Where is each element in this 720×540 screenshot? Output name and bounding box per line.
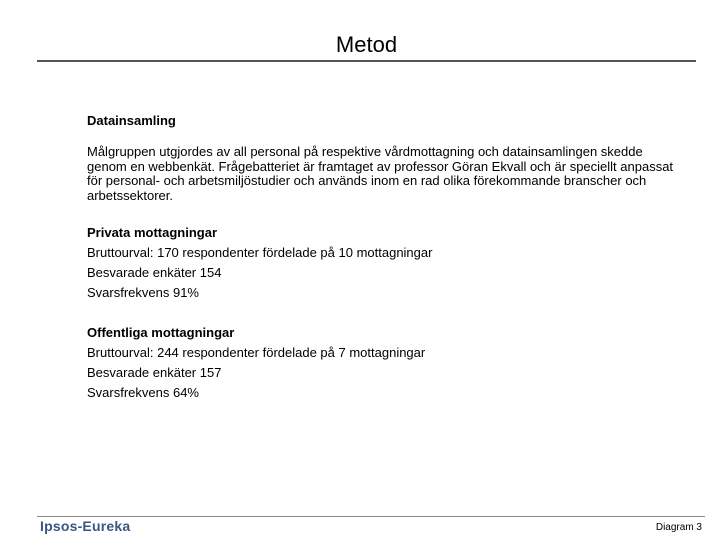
page-number: Diagram 3: [655, 522, 702, 533]
section-heading-public: Offentliga mottagningar: [87, 325, 235, 340]
private-response-rate-line: Svarsfrekvens 91%: [87, 285, 199, 300]
private-sample-line: Bruttourval: 170 respondenter fördelade på 10 mottagningar: [87, 245, 433, 260]
main-content: [87, 112, 677, 423]
section-heading-private: Privata mottagningar: [87, 225, 218, 240]
public-sample-line: Bruttourval: 244 respondenter fördelade på 7 mottagningar: [87, 345, 426, 360]
section-heading-datainsamling: Datainsamling: [87, 113, 176, 128]
section-private: [87, 223, 677, 303]
page-title: Metod: [335, 32, 398, 57]
title-divider: [37, 60, 696, 62]
section-public: [87, 323, 677, 403]
public-answered-line: Besvarade enkäter 157: [87, 365, 222, 380]
public-response-rate-line: Svarsfrekvens 64%: [87, 385, 199, 400]
private-answered-line: Besvarade enkäter 154: [87, 265, 222, 280]
ipsos-eureka-logo: Ipsos-Eureka: [40, 518, 131, 534]
footer-divider: [37, 516, 705, 517]
intro-paragraph: Målgruppen utgjordes av all personal på respektive vårdmottagning och datainsamlingen skedde genom en webbenkät. Frågebatteriet är framtaget av professor Göran Ekvall och är speciellt anpassat för personal- och arbetsmiljöstudier och används inom en rad olika förekommande branscher och arbetssektorer.: [87, 144, 674, 203]
